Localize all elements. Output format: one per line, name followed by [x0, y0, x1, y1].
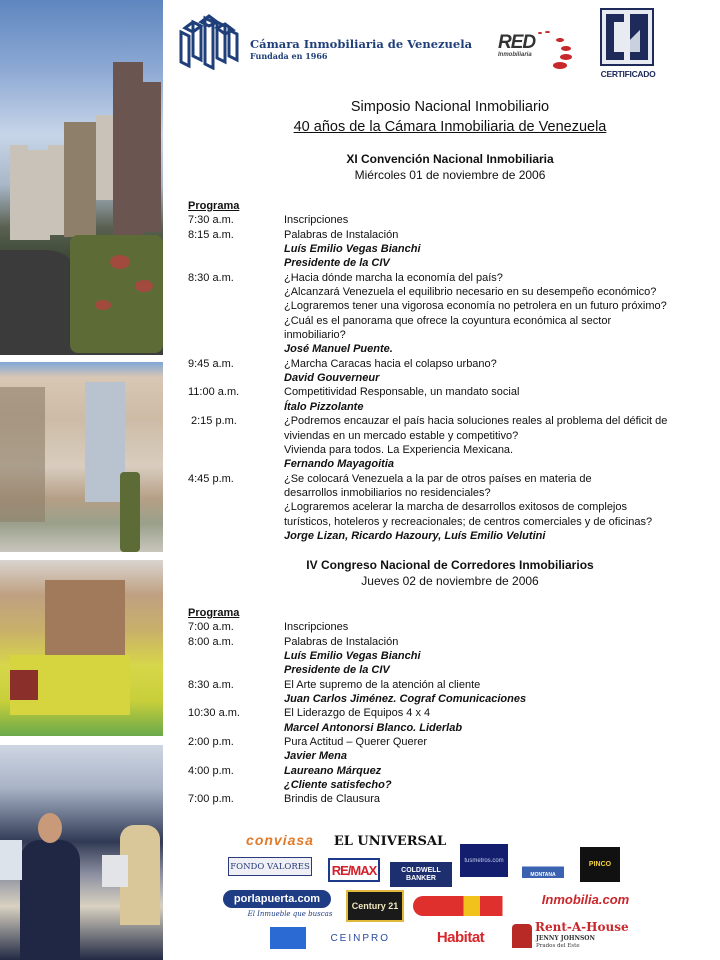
face [38, 813, 62, 843]
org-tagline: Fundada en 1966 [250, 51, 328, 61]
program-details [284, 792, 713, 806]
program-row [188, 385, 713, 414]
program-details [284, 764, 713, 793]
glass-facade [85, 382, 125, 502]
program-time: 8:30 a.m. [188, 678, 234, 691]
program-speaker: Presidente de la CIV [284, 257, 390, 270]
program-time: 4:00 p.m. [188, 764, 234, 777]
sponsor-rent-a-house: Rent-A-House [535, 920, 629, 934]
flowers [95, 300, 111, 310]
sponsor-fondo-valores: FONDO VALORES [228, 857, 312, 876]
certificado-label: CERTIFICADO [600, 69, 656, 79]
program-topic: Inscripciones [284, 214, 349, 227]
program-speaker: Fernando Mayagoitia [284, 458, 395, 471]
program-details [284, 271, 713, 357]
program-row [188, 357, 713, 386]
red-dot-icon [545, 31, 550, 33]
red-dot-icon [560, 54, 572, 60]
program-speaker: José Manuel Puente. [284, 343, 393, 356]
sponsor-rent-a-house-sub1: JENNY JOHNSON [536, 934, 596, 942]
program-topic: Competitividad Responsable, un mandato social [284, 386, 520, 399]
program-time: 2:00 p.m. [188, 736, 234, 749]
tower [10, 145, 28, 240]
program-details [284, 706, 713, 735]
monitor [0, 840, 22, 880]
red-dot-icon [561, 46, 571, 51]
program-time: 2:15 p.m. [191, 415, 237, 428]
program-topic: desarrollos inmobiliarios no residenciales? [284, 486, 491, 499]
program-speaker: Laureano Márquez [284, 764, 382, 777]
program-topic: Vivienda para todos. La Experiencia Mexicana. [284, 443, 514, 456]
tower [48, 145, 64, 235]
program-details [284, 472, 713, 544]
program-time: 7:00 p.m. [188, 793, 234, 806]
program-topic: ¿Podremos encauzar el país hacia soluciones reales al problema del déficit de [284, 415, 668, 428]
page-title: Simposio Nacional Inmobiliario [350, 99, 550, 115]
tower [113, 62, 143, 237]
program-heading: Programa [188, 607, 240, 619]
program-row [188, 472, 713, 544]
program-row [188, 635, 713, 678]
tree [120, 472, 140, 552]
program-speaker: Luís Emilio Vegas Bianchi [284, 650, 421, 663]
tower [28, 150, 50, 240]
certificado-badge-icon [600, 8, 654, 66]
event2-program [188, 606, 713, 807]
program-row [188, 764, 713, 793]
program-topic: Pura Actitud – Querer Querer [284, 736, 428, 749]
program-topic: ¿Hacia dónde marcha la economía del país? [284, 271, 503, 284]
program-row [188, 414, 713, 471]
red-dot-icon [553, 62, 567, 69]
model-rooms [45, 580, 125, 660]
program-row [188, 706, 713, 735]
photo-model-house [0, 560, 163, 736]
tower [96, 115, 114, 200]
sponsor-porlapuerta-tagline: El Inmueble que buscas [247, 910, 333, 918]
greenery [70, 235, 163, 353]
program-time: 11:00 a.m. [188, 386, 240, 399]
civ-logo-icon [175, 12, 245, 70]
program-topic: ¿Marcha Caracas hacia el colapso urbano? [284, 357, 497, 370]
program-time: 10:30 a.m. [188, 707, 240, 720]
program-topic: ¿Se colocará Venezuela a la par de otros países en materia de [284, 472, 592, 485]
sponsor-porlapuerta: porlapuerta.com [223, 890, 331, 908]
program-speaker: Luís Emilio Vegas Bianchi [284, 243, 421, 256]
rent-a-house-logo-icon [512, 924, 532, 948]
program-heading: Programa [188, 200, 240, 212]
event1-date: Miércoles 01 de noviembre de 2006 [354, 168, 546, 182]
program-topic: ¿Lograremos tener una vigorosa economía no petrolera en un futuro próximo? [284, 300, 667, 313]
program-topic: Brindis de Clausura [284, 793, 380, 806]
flowers [135, 280, 153, 292]
program-details [284, 635, 713, 678]
certificado-logo [598, 8, 658, 80]
program-time: 8:00 a.m. [188, 635, 234, 648]
program-topic: ¿Lograremos acelerar la marcha de desarrollos exitosos de complejos [284, 501, 627, 514]
program-topic: ¿Alcanzará Venezuela el equilibrio necesario en su desempeño económico? [284, 286, 657, 299]
event1-program [188, 199, 713, 543]
flowers [110, 255, 130, 269]
sponsor-ceinpro: CEINPRO [270, 927, 390, 949]
program-time: 8:30 a.m. [188, 271, 234, 284]
tower [143, 82, 161, 232]
program-details [284, 678, 713, 707]
program-topic: Inscripciones [284, 621, 349, 634]
program-time: 4:45 p.m. [188, 472, 234, 485]
program-row [188, 271, 713, 357]
sponsor-pinco: PINCO [580, 847, 620, 882]
program-speaker: David Gouverneur [284, 372, 380, 385]
program-row [188, 678, 713, 707]
program-topic: turísticos, hoteleros y recreacionales; de centros comerciales y de oficinas? [284, 515, 653, 528]
photo-apartment-building [0, 362, 163, 552]
photo-city-towers [0, 0, 163, 355]
program-speaker: Juan Carlos Jiménez. Cograf Comunicaciones [284, 693, 527, 706]
program-topic: Palabras de Instalación [284, 228, 399, 241]
program-topic: inmobiliario? [284, 329, 346, 342]
program-details [284, 414, 713, 471]
program-speaker: Ítalo Pizzolante [284, 400, 364, 413]
sponsor-cupones-icon [413, 896, 525, 916]
program-topic: El Arte supremo de la atención al cliente [284, 678, 481, 691]
sponsor-inmobilia: Inmobilia.com [541, 891, 630, 907]
sponsor-montana: MONTANA [522, 840, 564, 878]
program-details [284, 213, 713, 227]
sponsor-conviasa: conviasa [246, 832, 314, 848]
sponsor-coldwell-banker: COLDWELL BANKER [390, 862, 452, 887]
page-subtitle: 40 años de la Cámara Inmobiliaria de Venezuela [293, 119, 607, 135]
program-row [188, 792, 713, 806]
program-details [284, 228, 713, 271]
sponsor-century21: Century 21 [346, 890, 404, 922]
sponsor-rent-a-house-sub2: Prados del Este [536, 943, 580, 949]
red-logo-text: RED [498, 32, 536, 53]
event1-title: XI Convención Nacional Inmobiliaria [346, 152, 554, 166]
sponsor-remax: RE/MAX [328, 858, 380, 882]
program-row [188, 735, 713, 764]
program-topic: Palabras de Instalación [284, 635, 399, 648]
event2-date: Jueves 02 de noviembre de 2006 [361, 574, 539, 588]
program-topic: El Liderazgo de Equipos 4 x 4 [284, 707, 431, 720]
program-time: 7:00 a.m. [188, 621, 234, 634]
program-topic: viviendas en un mercado estable y competitivo? [284, 429, 519, 442]
photo-office-people [0, 745, 163, 960]
sponsor-el-universal: EL UNIVERSAL [333, 833, 447, 849]
program-row [188, 213, 713, 227]
program-speaker: Javier Mena [284, 750, 347, 763]
program-details [284, 620, 713, 634]
sponsor-tusmetros: tusmetros.com [460, 844, 508, 877]
sponsor-logos [220, 822, 640, 960]
model-car [10, 670, 38, 700]
program-time: 9:45 a.m. [188, 357, 234, 370]
program-speaker: ¿Cliente satisfecho? [284, 779, 392, 792]
red-dot-icon [556, 38, 564, 42]
facade [0, 387, 45, 522]
red-inmobiliaria-logo [498, 28, 580, 70]
program-details [284, 735, 713, 764]
tower [64, 122, 96, 237]
sponsor-habitat: Habitat [436, 928, 485, 946]
monitor [102, 855, 128, 887]
program-row [188, 228, 713, 271]
red-logo-sub: Inmobiliaria [498, 52, 532, 58]
photo-column [0, 0, 165, 960]
event2-title: IV Congreso Nacional de Corredores Inmobiliarios [306, 558, 594, 572]
red-dot-icon [538, 32, 542, 34]
program-row [188, 620, 713, 634]
program-speaker: Jorge Lizan, Ricardo Hazoury, Luís Emilio Velutini [284, 529, 546, 542]
program-details [284, 385, 713, 414]
program-time: 8:15 a.m. [188, 228, 234, 241]
man-in-suit [20, 840, 80, 960]
program-topic: ¿Cuál es el panorama que ofrece la coyuntura económica al sector [284, 314, 612, 327]
program-speaker: Marcel Antonorsi Blanco. Liderlab [284, 721, 463, 734]
program-speaker: Presidente de la CIV [284, 664, 390, 677]
org-name: Cámara Inmobiliaria de Venezuela [250, 37, 473, 51]
program-details [284, 357, 713, 386]
program-time: 7:30 a.m. [188, 214, 234, 227]
